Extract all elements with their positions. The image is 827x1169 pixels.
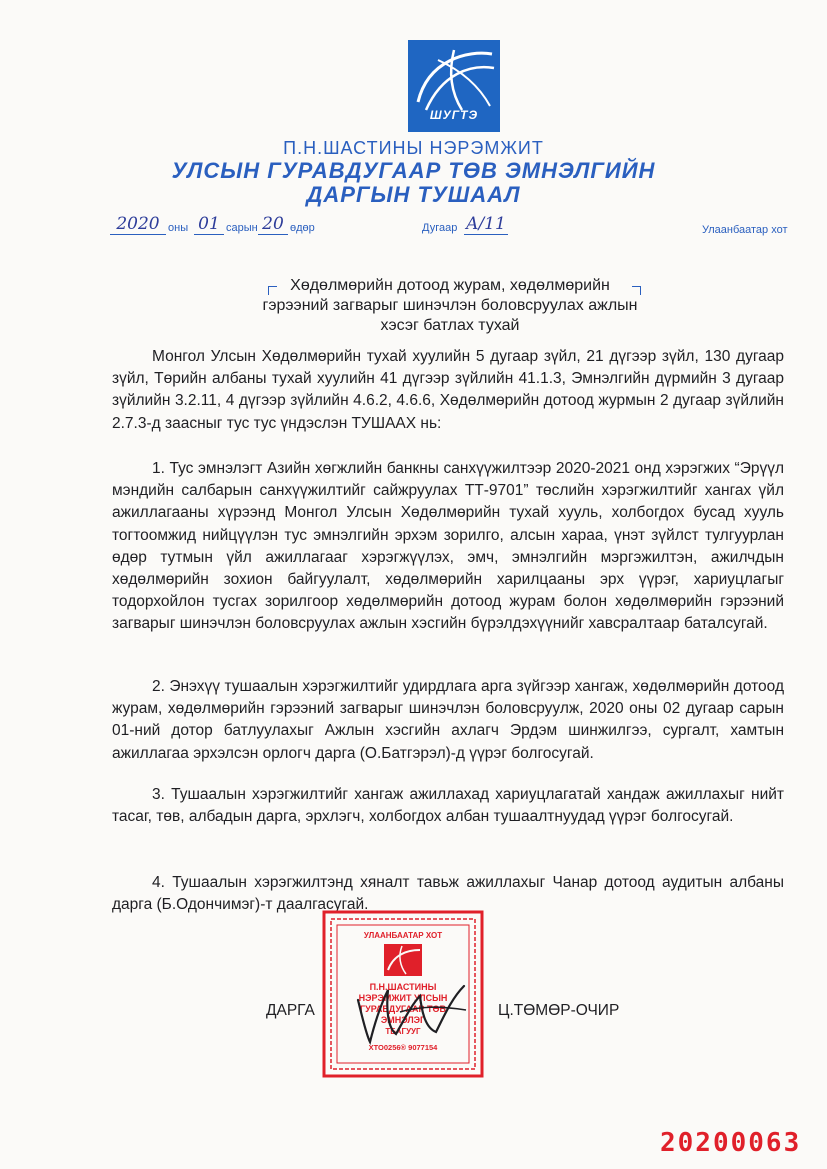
document-type-title: ДАРГЫН ТУШААЛ: [306, 182, 521, 207]
date-day: 20: [258, 214, 288, 235]
date-month: 01: [194, 214, 224, 235]
month-label: сарын: [226, 222, 258, 234]
logo-text: ШУГТЭ: [429, 108, 479, 122]
order-subject: Хөдөлмөрийн дотоод журам, хөдөлмөрийн гэрээний загварыг шинэчлэн боловсруулах ажлын хэсэг батлах тухай: [262, 277, 638, 334]
stamp-line3: ГУРАВДУГААР ТӨВ: [360, 1004, 446, 1014]
number-label: Дугаар: [422, 222, 458, 234]
stamp-line1: П.Н.ШАСТИНЫ: [369, 982, 437, 992]
date-year: 2020: [110, 214, 166, 235]
clause-3-paragraph: 3. Тушаалын хэрэгжилтийг хангаж ажиллахад хариуцлагатай хандаж ажиллахыг нийт тасаг, төв, албадын дарга, эрхлэгч, холбогдох албан тушаалтнуудад үүрэг болгосугай.: [112, 786, 784, 826]
city-label: Улаанбаатар хот: [702, 224, 788, 236]
stamp-line4: ЭМНЭЛЭГ: [380, 1015, 426, 1025]
year-label: оны: [168, 222, 189, 234]
stamp-logo-icon: [384, 944, 422, 976]
handwritten-signature: [340, 976, 480, 1046]
clause-2-paragraph: 2. Энэхүү тушаалын хэрэгжилтийг удирдлага арга зүйгээр хангаж, хөдөлмөрийн дотоод журам, хөдөлмөрийн гэрээний загварыг шинэчлэн боловсруулж, 2020 оны 02 дугаар сарын 01-ний дотор батлуулахыг Ажлын хэсгийн ахлагч Эрдэм шинжилгээ, сургалт, хамтын ажиллагаа эрхэлсэн орлогч дарга (О.Батгэрэл)-д үүрэг болгосугай.: [112, 678, 784, 762]
stamp-top-text: УЛААНБААТАР ХОТ: [363, 931, 443, 940]
signatory-name: Ц.ТӨМӨР-ОЧИР: [498, 1002, 620, 1019]
org-name-line1: П.Н.ШАСТИНЫ НЭРЭМЖИТ: [283, 138, 544, 158]
stamp-line6: ХТО0256® 9077154: [368, 1043, 438, 1052]
org-name-line2: УЛСЫН ГУРАВДУГААР ТӨВ ЭМНЭЛГИЙН: [171, 158, 656, 183]
clause-4-paragraph: 4. Тушаалын хэрэгжилтэнд хяналт тавьж ажиллахыг Чанар дотоод аудитын албаны дарга (Б.Одончимэг)-т даалгасугай.: [112, 874, 784, 914]
stamp-line2: НЭРЭМЖИТ УЛСЫН: [358, 993, 448, 1003]
clause-1-paragraph: 1. Тус эмнэлэгт Азийн хөгжлийн банкны санхүүжилтээр 2020-2021 онд хэрэгжих “Эрүүл мэндийн салбарын санхүүжилтийг сайжруулах ТТ-9701” төслийн хэрэгжилтийг хангах үйл ажиллагааны хүрээнд Монгол Улсын Хөдөлмөрийн тухай хууль, холбогдох бусад хууль тогтоомжид нийцүүлэн тус эмнэлгийн эрхэм зорилго, алсын хараа, үнэт зүйлст тулгуурлан өдөр тутмын үйл ажиллагааг хэрэгжүүлэх, эмч, эмнэлгийн мэргэжилтэн, ажилчдын хөдөлмөрийн зохион байгуулалт, хөдөлмөрийн харилцааны эрх үүрэг, хариуцлагыг тодорхойлон тусгах зорилгоор хөдөлмөрийн дотоод журам болон хөдөлмөрийн гэрээний загварыг шинэчлэн боловсруулах ажлын хэсгийн бүрэлдэхүүнийг хавсралтаар баталсугай.: [112, 460, 784, 633]
stamp-line5: ТБАГУУГ: [385, 1027, 421, 1036]
hospital-logo: [408, 40, 500, 132]
document-serial-number: 20200063: [660, 1128, 802, 1158]
order-number: A/11: [464, 214, 508, 235]
day-label: өдөр: [290, 222, 315, 234]
signatory-title: ДАРГА: [266, 1002, 315, 1019]
preamble-paragraph: Монгол Улсын Хөдөлмөрийн тухай хуулийн 5 дугаар зүйл, 21 дүгээр зүйл, 130 дугаар зүйл, Төрийн албаны тухай хуулийн 41 дүгээр зүйлийн 41.1.3, Эмнэлгийн дүрмийн 3 дугаар зүйлийн 3.2.11, 4 дүгээр зүйлийн 4.6.2, 4.6.6, Хөдөлмөрийн дотоод журмын 2 дугаар зүйлийн 2.7.3-д заасныг тус тус үндэслэн ТУШААХ нь:: [112, 348, 784, 432]
